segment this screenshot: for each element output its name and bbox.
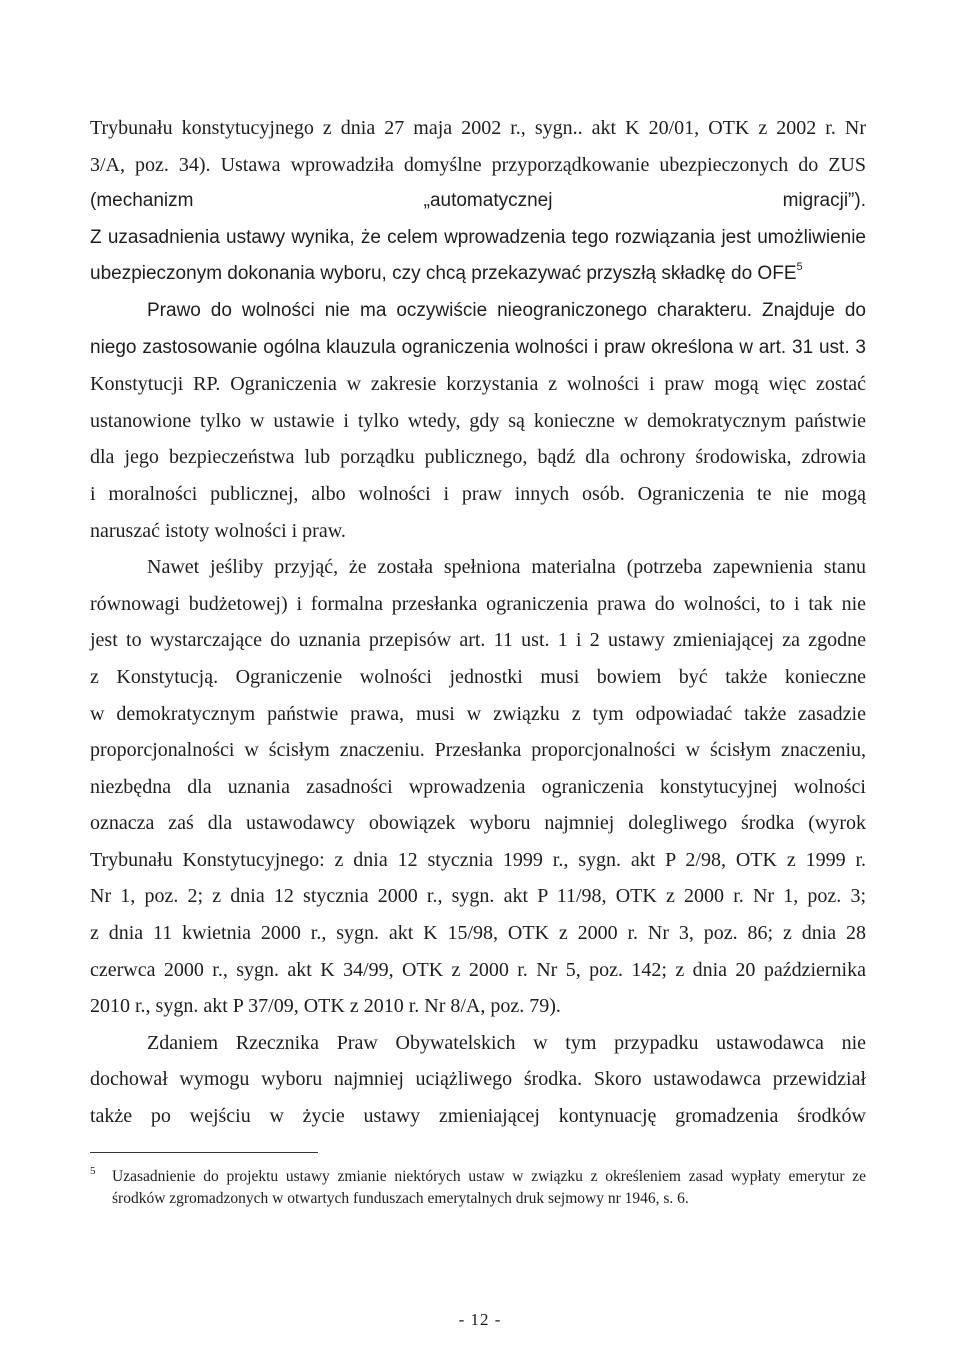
- text-fragment: migracji”).: [782, 190, 866, 212]
- text-line: Prawo do wolności nie ma oczywiście nieograniczonego charakteru. Znajduje do: [147, 299, 866, 321]
- text-line: Z uzasadnienia ustawy wynika, że celem wprowadzenia tego rozwiązania jest umożliwienie: [90, 226, 866, 248]
- footnote-text: Uzasadnienie do projektu ustawy zmianie niektórych ustaw w związku z określeniem zasad wypłaty emerytur ze środków zgromadzonych w otwartych funduszach emerytalnych druk sejmowy nr 1946, s. 6.: [112, 1168, 866, 1207]
- text-fragment: ubezpieczonym dokonania wyboru, czy chcą przekazywać przyszłą składkę do OFE: [90, 263, 797, 285]
- text-line: dochował wymogu wyboru najmniej uciążliwego środka. Skoro ustawodawca przewidział: [90, 1068, 866, 1091]
- text-line: i moralności publicznej, albo wolności i praw innych osób. Ograniczenia te nie mogą: [90, 482, 866, 505]
- text-line: niego zastosowanie ogólna klauzula ograniczenia wolności i praw określona w art. 31 ust. 3: [90, 336, 866, 358]
- text-line: Zdaniem Rzecznika Praw Obywatelskich w tym przypadku ustawodawca nie: [147, 1031, 866, 1054]
- text-line: równowagi budżetowej) i formalna przesłanka ograniczenia prawa do wolności, to i tak nie: [90, 592, 866, 615]
- text-line: Konstytucji RP. Ograniczenia w zakresie korzystania z wolności i praw mogą więc zostać: [90, 373, 866, 396]
- text-line: niezbędna dla uznania zasadności wprowadzenia ograniczenia konstytucyjnej wolności: [90, 775, 866, 798]
- text-line: Trybunału konstytucyjnego z dnia 27 maja 2002 r., sygn.. akt K 20/01, OTK z 2002 r. Nr: [90, 117, 866, 139]
- text-line: z Konstytucją. Ograniczenie wolności jednostki musi bowiem być także konieczne: [90, 665, 866, 688]
- text-line: 2010 r., sygn. akt P 37/09, OTK z 2010 r. Nr 8/A, poz. 79).: [90, 995, 561, 1018]
- page-number: - 12 -: [458, 1310, 502, 1329]
- footnote-separator: [90, 1152, 318, 1153]
- text-line: z dnia 11 kwietnia 2000 r., sygn. akt K 15/98, OTK z 2000 r. Nr 3, poz. 86; z dnia 28: [90, 922, 866, 945]
- text-line: jest to wystarczające do uznania przepisów art. 11 ust. 1 i 2 ustawy zmieniającej za zgodne: [90, 629, 866, 652]
- text-line: w demokratycznym państwie prawa, musi w związku z tym odpowiadać także zasadzie: [90, 702, 866, 725]
- text-line: czerwca 2000 r., sygn. akt K 34/99, OTK z 2000 r. Nr 5, poz. 142; z dnia 20 października: [90, 958, 866, 981]
- footnote-mark: 5: [90, 1165, 96, 1177]
- text-line: [90, 256, 866, 293]
- text-line: naruszać istoty wolności i praw.: [90, 519, 346, 542]
- body-text: [90, 110, 866, 1135]
- text-line: dla jego bezpieczeństwa lub porządku publicznego, bądź dla ochrony środowiska, zdrowia: [90, 446, 866, 469]
- text-line: 3/A, poz. 34). Ustawa wprowadziła domyślne przyporządkowanie ubezpieczonych do ZUS: [90, 153, 866, 176]
- footnote-reference: 5: [796, 261, 803, 274]
- text-line: proporcjonalności w ścisłym znaczeniu. Przesłanka proporcjonalności w ścisłym znaczeniu,: [90, 739, 866, 762]
- text-line: także po wejściu w życie ustawy zmieniającej kontynuację gromadzenia środków: [90, 1105, 866, 1128]
- text-line: Trybunału Konstytucyjnego: z dnia 12 stycznia 1999 r., sygn. akt P 2/98, OTK z 1999 r.: [90, 848, 866, 871]
- text-line: Nawet jeśliby przyjąć, że została spełniona materialna (potrzeba zapewnienia stanu: [147, 556, 866, 579]
- text-line: [90, 183, 866, 220]
- text-fragment: (mechanizm: [90, 190, 194, 212]
- text-fragment: „automatycznej: [423, 190, 553, 212]
- text-line: oznacza zaś dla ustawodawcy obowiązek wyboru najmniej dolegliwego środka (wyrok: [90, 812, 866, 835]
- text-line: Nr 1, poz. 2; z dnia 12 stycznia 2000 r., sygn. akt P 11/98, OTK z 2000 r. Nr 1, poz. 3;: [90, 885, 866, 908]
- footnote: [90, 1166, 866, 1209]
- text-line: ustanowione tylko w ustawie i tylko wtedy, gdy są konieczne w demokratycznym państwie: [90, 409, 866, 432]
